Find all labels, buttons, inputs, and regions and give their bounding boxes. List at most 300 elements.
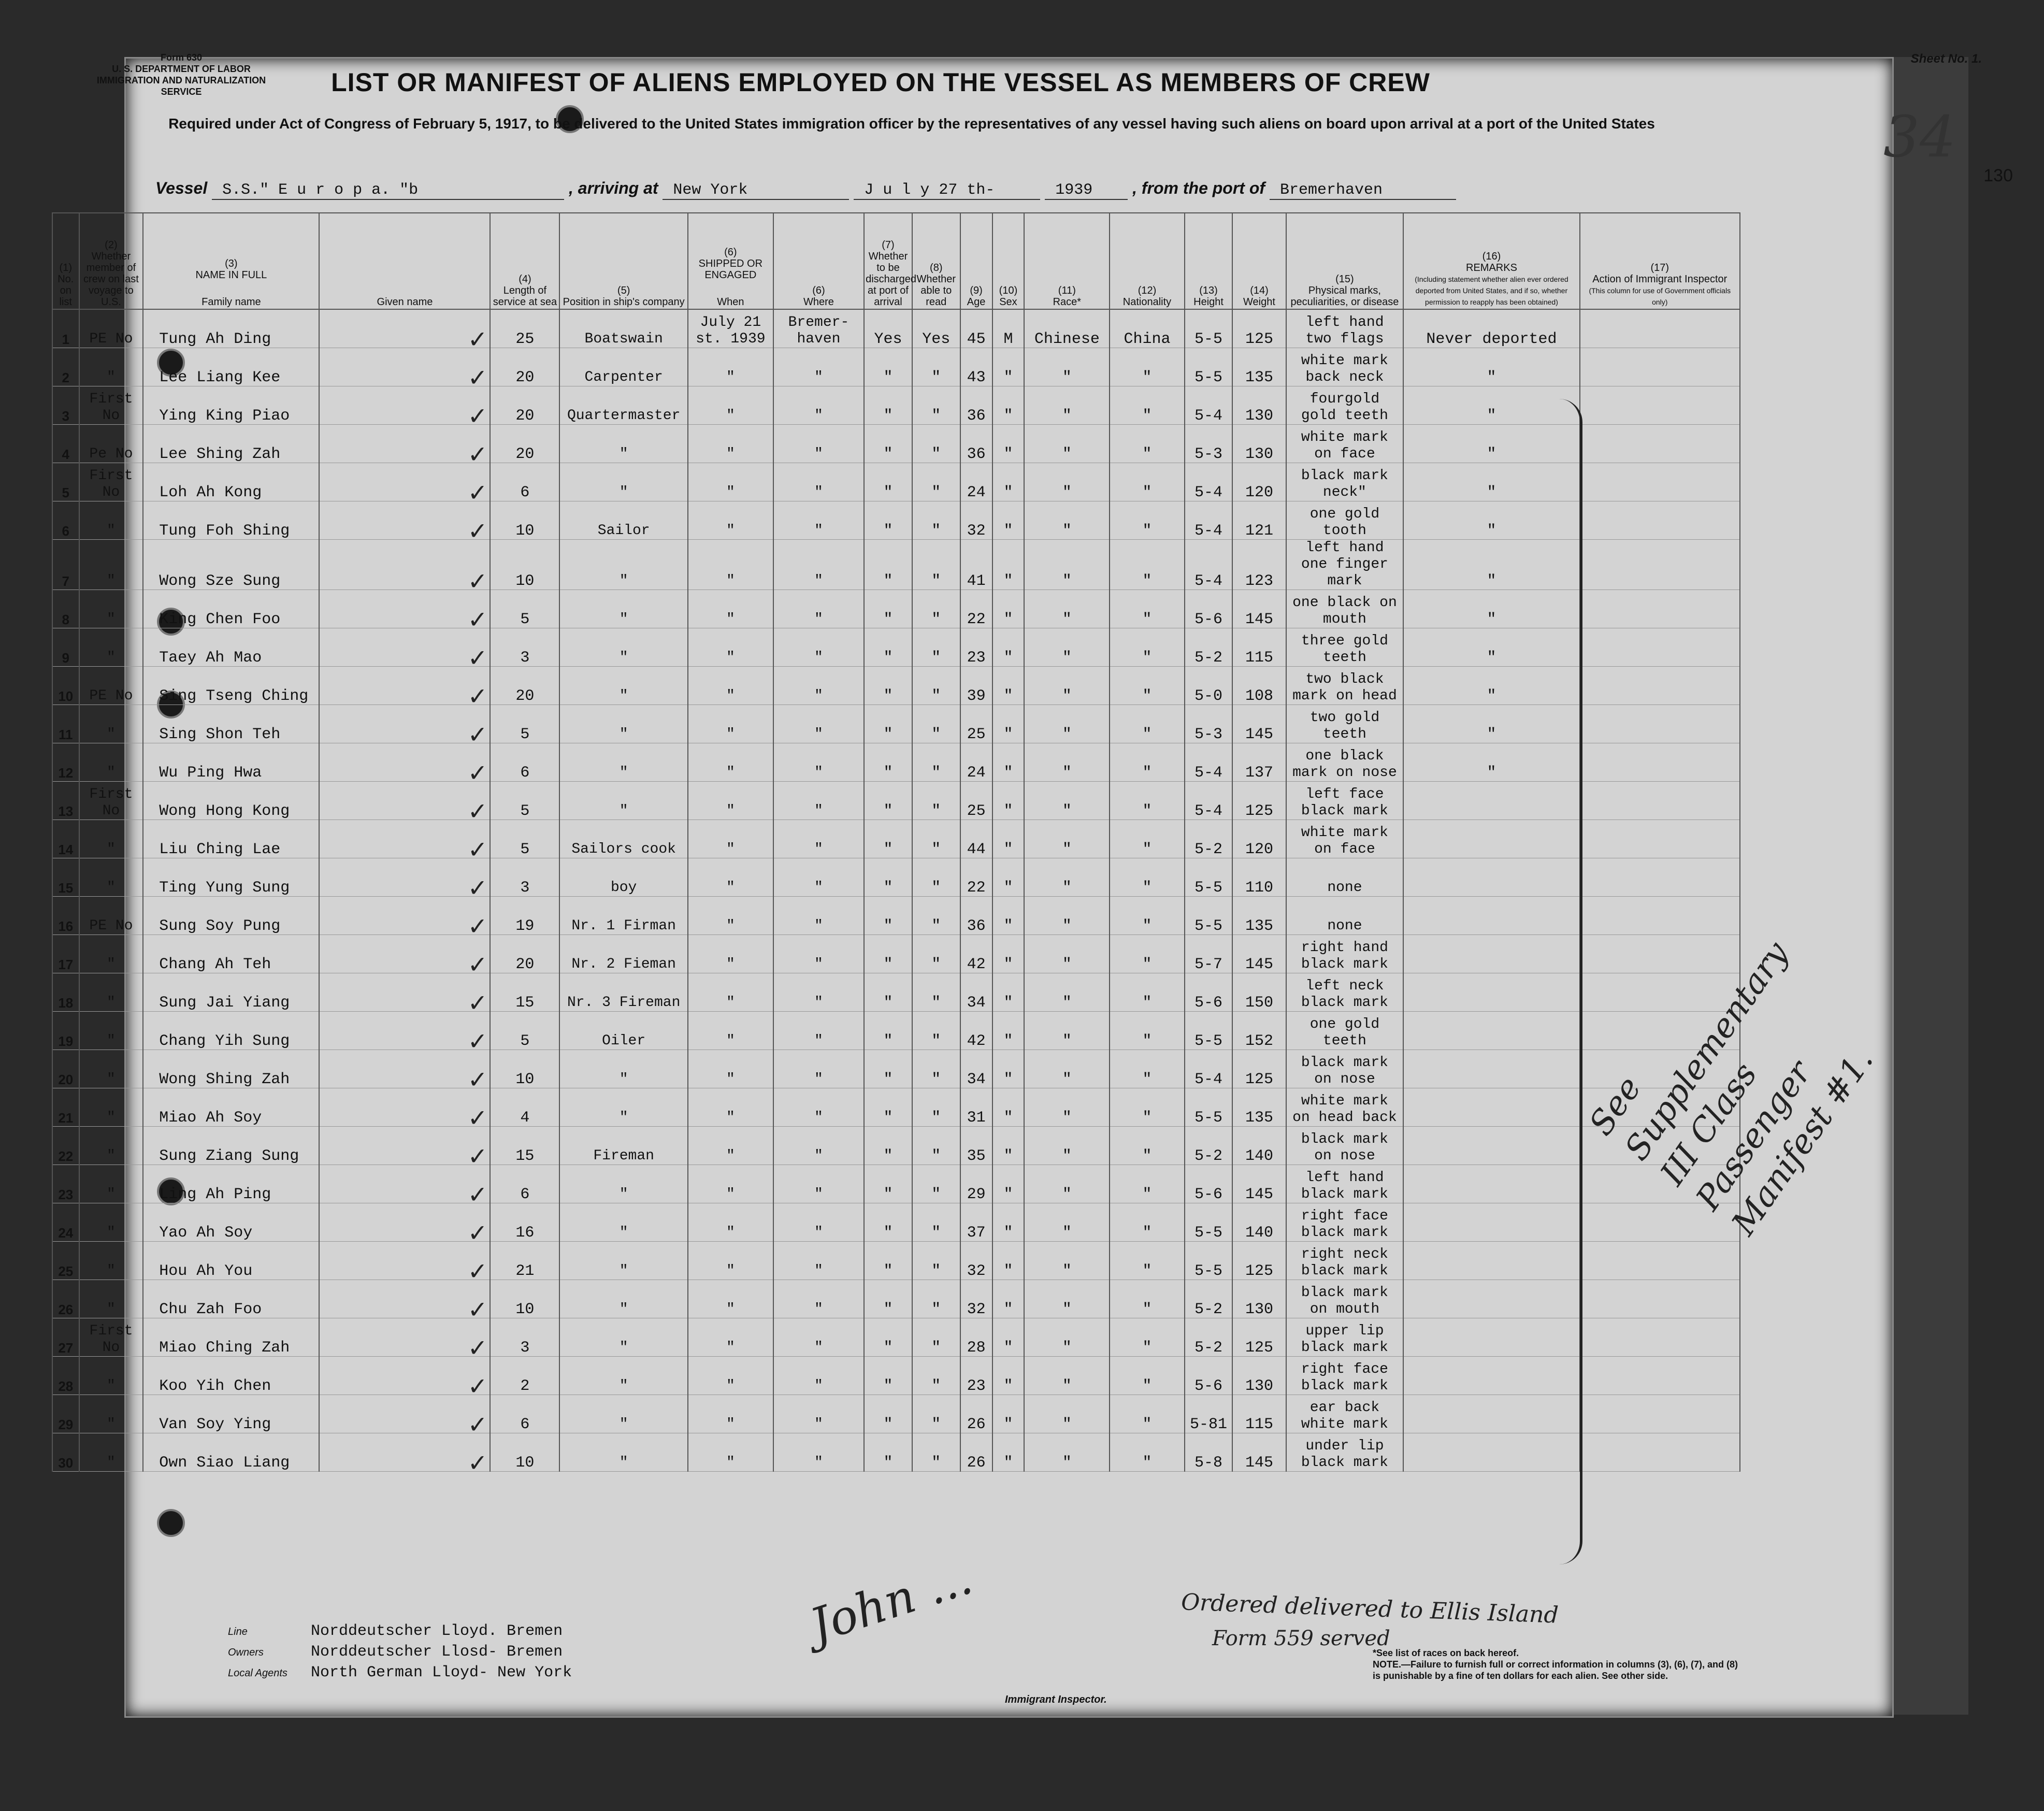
shipped-where: " [773, 463, 864, 501]
table-row [52, 743, 1740, 782]
discharge: " [864, 1242, 912, 1280]
penalty-note: NOTE.—Failure to furnish full or correct information in columns (3), (6), (7), and (8) is punishable by a fine of ten dollars for each alien. See other side. [1373, 1659, 1738, 1681]
nationality: " [1110, 628, 1184, 667]
discharge: " [864, 667, 912, 705]
check-mark-icon: ✓ [467, 402, 488, 425]
name-full: Chang Yih Sung [143, 1012, 319, 1050]
service-length: 5 [490, 1012, 559, 1050]
race: " [1024, 1357, 1110, 1395]
name-full: Miao Ching Zah [143, 1318, 319, 1357]
position: " [559, 1203, 687, 1242]
discharge: " [864, 935, 912, 973]
inspector-label: Immigrant Inspector. [1005, 1694, 1107, 1705]
previous-voyage: " [79, 1395, 143, 1433]
column-label: Action of Immigrant Inspector [1592, 274, 1728, 285]
row-number: 28 [52, 1357, 79, 1395]
able-to-read: " [912, 1088, 960, 1127]
position: " [559, 705, 687, 743]
column-number: (6) [724, 247, 737, 258]
position: Carpenter [559, 348, 687, 386]
service-length: 6 [490, 1395, 559, 1433]
page-subtitle: Required under Act of Congress of February 5, 1917, to be delivered to the United States immigration officer by the representatives of any vessel having such aliens on board upon arrival at a port of the United States [168, 116, 1655, 132]
inspector-action [1580, 348, 1740, 386]
column-label: Whether to be discharged at port of arrival [866, 251, 916, 308]
remarks [1403, 935, 1579, 973]
arrival-port: New York [663, 181, 849, 200]
age: 25 [960, 705, 992, 743]
column-header [864, 213, 916, 309]
shipped-when: " [688, 935, 773, 973]
name-full: Koo Yih Chen [143, 1357, 319, 1395]
check-mark-icon: ✓ [467, 759, 488, 782]
shipped-where: " [773, 705, 864, 743]
height: 5-5 [1185, 897, 1233, 935]
check-mark-icon: ✓ [467, 1372, 488, 1395]
previous-voyage: " [79, 1357, 143, 1395]
discharge: " [864, 1433, 912, 1472]
race: " [1024, 628, 1110, 667]
race: " [1024, 705, 1110, 743]
shipped-where: " [773, 743, 864, 782]
given-name [319, 897, 490, 935]
weight: 125 [1232, 782, 1286, 820]
table-row [52, 1357, 1740, 1395]
inspector-signature: John ... [803, 1550, 979, 1654]
table-row [52, 1395, 1740, 1433]
weight: 121 [1232, 501, 1286, 540]
sex: " [992, 628, 1025, 667]
name-full: Taey Ah Mao [143, 628, 319, 667]
nationality: " [1110, 425, 1184, 463]
given-name [319, 1012, 490, 1050]
sex: " [992, 1395, 1025, 1433]
nationality: " [1110, 935, 1184, 973]
sex: " [992, 348, 1025, 386]
race: " [1024, 1050, 1110, 1088]
previous-voyage: PE No [79, 309, 143, 348]
nationality: " [1110, 501, 1184, 540]
given-name [319, 1203, 490, 1242]
age: 24 [960, 463, 992, 501]
check-mark-icon: ✓ [467, 1449, 488, 1472]
row-number: 5 [52, 463, 79, 501]
line-label: Line [228, 1626, 248, 1637]
shipped-when: " [688, 501, 773, 540]
sex: " [992, 1127, 1025, 1165]
column-label: Whether able to read [916, 274, 956, 308]
column-header [1024, 213, 1110, 309]
able-to-read: " [912, 1050, 960, 1088]
name-full: Chu Zah Foo [143, 1280, 319, 1318]
row-number: 30 [52, 1433, 79, 1472]
check-mark-icon: ✓ [467, 1219, 488, 1242]
discharge: " [864, 897, 912, 935]
race: " [1024, 463, 1110, 501]
discharge: " [864, 1012, 912, 1050]
shipped-when: " [688, 1318, 773, 1357]
name-full: Tung Ah Ding [143, 309, 319, 348]
column-number: (4) [519, 274, 531, 285]
nationality: " [1110, 1203, 1184, 1242]
column-header: (6) SHIPPED OR ENGAGED When [688, 213, 773, 309]
given-name [319, 1242, 490, 1280]
name-full: Sung Ziang Sung [143, 1127, 319, 1165]
remarks: " [1403, 590, 1579, 628]
inspector-action [1580, 1318, 1740, 1357]
nationality: " [1110, 820, 1184, 858]
name-full: Ting Yung Sung [143, 858, 319, 897]
age: 42 [960, 935, 992, 973]
physical-marks: none [1286, 858, 1404, 897]
column-label: Race* [1053, 296, 1082, 308]
name-full: Ling Ah Ping [143, 1165, 319, 1203]
page-title: LIST OR MANIFEST OF ALIENS EMPLOYED ON THE VESSEL AS MEMBERS OF CREW [331, 68, 1430, 97]
inspector-action [1580, 858, 1740, 897]
check-mark-icon: ✓ [467, 1296, 488, 1318]
physical-marks: black mark neck" [1286, 463, 1404, 501]
shipped-where: " [773, 935, 864, 973]
name-full: Sing Tseng Ching [143, 667, 319, 705]
physical-marks: three gold teeth [1286, 628, 1404, 667]
check-mark-icon: ✓ [467, 1142, 488, 1165]
sex: " [992, 935, 1025, 973]
column-label: When [717, 296, 744, 308]
position: " [559, 782, 687, 820]
table-header [52, 213, 1740, 309]
table-row [52, 540, 1740, 590]
race: " [1024, 935, 1110, 973]
inspector-action [1580, 540, 1740, 590]
shipped-when: " [688, 540, 773, 590]
age: 44 [960, 820, 992, 858]
column-number: (11) [1058, 285, 1076, 296]
weight: 115 [1232, 1395, 1286, 1433]
physical-marks: black mark on nose [1286, 1127, 1404, 1165]
position: Oiler [559, 1012, 687, 1050]
previous-voyage: First No [79, 386, 143, 425]
column-label: Whether member of crew on last voyage to U.S. [83, 251, 139, 308]
table-row [52, 1242, 1740, 1280]
remarks [1403, 820, 1579, 858]
nationality: " [1110, 1357, 1184, 1395]
weight: 145 [1232, 705, 1286, 743]
discharge: " [864, 463, 912, 501]
weight: 135 [1232, 897, 1286, 935]
race: " [1024, 540, 1110, 590]
shipped-where: " [773, 858, 864, 897]
remarks [1403, 1395, 1579, 1433]
able-to-read: " [912, 1127, 960, 1165]
column-number: (14) [1250, 285, 1269, 296]
inspector-action [1580, 386, 1740, 425]
column-label: REMARKS [1466, 262, 1517, 274]
column-number: (6) [812, 285, 825, 296]
remarks [1403, 1242, 1579, 1280]
column-number: (3) [225, 258, 238, 269]
owners-value: Norddeutscher Llosd- Bremen [311, 1643, 563, 1661]
row-number: 20 [52, 1050, 79, 1088]
inspector-action [1580, 628, 1740, 667]
nationality: " [1110, 1012, 1184, 1050]
physical-marks: one black on mouth [1286, 590, 1404, 628]
discharge: " [864, 1088, 912, 1127]
remarks: " [1403, 386, 1579, 425]
table-row [52, 1433, 1740, 1472]
table-row [52, 425, 1740, 463]
row-number: 7 [52, 540, 79, 590]
race: " [1024, 1318, 1110, 1357]
nationality: " [1110, 1242, 1184, 1280]
column-label: Given name [377, 296, 433, 308]
remarks [1403, 1012, 1579, 1050]
able-to-read: " [912, 820, 960, 858]
column-header [1286, 213, 1404, 309]
weight: 135 [1232, 348, 1286, 386]
previous-voyage: " [79, 1050, 143, 1088]
discharge: " [864, 743, 912, 782]
name-full: Liu Ching Lae [143, 820, 319, 858]
column-label: Height [1193, 296, 1223, 308]
sex: " [992, 1088, 1025, 1127]
line-value: Norddeutscher Lloyd. Bremen [311, 1622, 563, 1640]
column-number: (10) [999, 285, 1018, 296]
age: 37 [960, 1203, 992, 1242]
nationality: " [1110, 590, 1184, 628]
position: boy [559, 858, 687, 897]
height: 5-6 [1185, 1357, 1233, 1395]
remarks: " [1403, 705, 1579, 743]
column-label: Where [803, 296, 834, 308]
departure-port: Bremerhaven [1270, 181, 1456, 200]
shipped-when: " [688, 1242, 773, 1280]
shipped-where: " [773, 628, 864, 667]
inspector-action [1580, 705, 1740, 743]
column-header [559, 213, 687, 309]
shipped-where: " [773, 1242, 864, 1280]
shipped-where: " [773, 1165, 864, 1203]
shipped-where: " [773, 386, 864, 425]
remarks [1403, 1357, 1579, 1395]
row-number: 23 [52, 1165, 79, 1203]
weight: 120 [1232, 820, 1286, 858]
race: " [1024, 1395, 1110, 1433]
sex: " [992, 1242, 1025, 1280]
column-number: (9) [970, 285, 983, 296]
physical-marks: fourgold gold teeth [1286, 386, 1404, 425]
weight: 135 [1232, 1088, 1286, 1127]
sex: " [992, 1318, 1025, 1357]
service-length: 19 [490, 897, 559, 935]
sex: " [992, 1357, 1025, 1395]
shipped-where: " [773, 973, 864, 1012]
column-label: Nationality [1122, 296, 1172, 308]
service-length: 20 [490, 348, 559, 386]
race: " [1024, 1165, 1110, 1203]
able-to-read: " [912, 501, 960, 540]
check-mark-icon: ✓ [467, 1181, 488, 1203]
shipped-when: " [688, 705, 773, 743]
discharge: " [864, 590, 912, 628]
row-number: 12 [52, 743, 79, 782]
remarks [1403, 1088, 1579, 1127]
position: " [559, 743, 687, 782]
position: " [559, 590, 687, 628]
age: 34 [960, 1050, 992, 1088]
name-full: Hou Ah You [143, 1242, 319, 1280]
service-length: 20 [490, 935, 559, 973]
row-number: 3 [52, 386, 79, 425]
able-to-read: " [912, 935, 960, 973]
given-name [319, 348, 490, 386]
table-row [52, 386, 1740, 425]
height: 5-4 [1185, 501, 1233, 540]
able-to-read: " [912, 782, 960, 820]
race: " [1024, 348, 1110, 386]
shipped-when: " [688, 1357, 773, 1395]
previous-voyage: PE No [79, 667, 143, 705]
discharge: " [864, 425, 912, 463]
remarks: " [1403, 667, 1579, 705]
table-row [52, 782, 1740, 820]
name-full: Wu Ping Hwa [143, 743, 319, 782]
remarks [1403, 782, 1579, 820]
height: 5-5 [1185, 1012, 1233, 1050]
shipped-when: " [688, 820, 773, 858]
able-to-read: " [912, 1280, 960, 1318]
nationality: " [1110, 897, 1184, 935]
given-name [319, 1318, 490, 1357]
position: " [559, 667, 687, 705]
position: " [559, 1050, 687, 1088]
race: " [1024, 973, 1110, 1012]
shipped-when: " [688, 348, 773, 386]
weight: 115 [1232, 628, 1286, 667]
previous-voyage: " [79, 858, 143, 897]
given-name [319, 743, 490, 782]
crew-manifest-table [52, 212, 1740, 1472]
given-name [319, 425, 490, 463]
able-to-read: " [912, 667, 960, 705]
shipped-where: " [773, 1318, 864, 1357]
column-header [992, 213, 1025, 309]
service-length: 5 [490, 782, 559, 820]
remarks: " [1403, 628, 1579, 667]
height: 5-0 [1185, 667, 1233, 705]
check-mark-icon: ✓ [467, 1411, 488, 1433]
nationality: " [1110, 973, 1184, 1012]
race: " [1024, 590, 1110, 628]
physical-marks: right face black mark [1286, 1357, 1404, 1395]
discharge: " [864, 782, 912, 820]
position: Boatswain [559, 309, 687, 348]
nationality: " [1110, 1050, 1184, 1088]
race: " [1024, 1242, 1110, 1280]
remarks [1403, 1433, 1579, 1472]
able-to-read: " [912, 743, 960, 782]
table-row [52, 1088, 1740, 1127]
sex: " [992, 463, 1025, 501]
discharge: " [864, 628, 912, 667]
nationality: " [1110, 463, 1184, 501]
remarks: " [1403, 743, 1579, 782]
shipped-when: " [688, 743, 773, 782]
remarks: " [1403, 463, 1579, 501]
inspector-action [1580, 1280, 1740, 1318]
shipped-when: " [688, 386, 773, 425]
sex: " [992, 386, 1025, 425]
shipped-when: " [688, 667, 773, 705]
race: " [1024, 1280, 1110, 1318]
able-to-read: " [912, 1012, 960, 1050]
previous-voyage: " [79, 590, 143, 628]
height: 5-3 [1185, 705, 1233, 743]
inspector-action [1580, 590, 1740, 628]
position: " [559, 1318, 687, 1357]
able-to-read: Yes [912, 309, 960, 348]
name-full: Wong Hong Kong [143, 782, 319, 820]
shipped-where: Bremer- haven [773, 309, 864, 348]
row-number: 17 [52, 935, 79, 973]
service-length: 3 [490, 858, 559, 897]
given-name [319, 1357, 490, 1395]
check-mark-icon: ✓ [467, 1257, 488, 1280]
sex: " [992, 1165, 1025, 1203]
row-number: 24 [52, 1203, 79, 1242]
nationality: " [1110, 1318, 1184, 1357]
check-mark-icon: ✓ [467, 479, 488, 501]
sex: " [992, 782, 1025, 820]
physical-marks: two gold teeth [1286, 705, 1404, 743]
nationality: " [1110, 667, 1184, 705]
table-row [52, 309, 1740, 348]
remarks: " [1403, 425, 1579, 463]
check-mark-icon: ✓ [467, 682, 488, 705]
column-header [1232, 213, 1286, 309]
shipped-when: " [688, 590, 773, 628]
shipped-when: " [688, 1280, 773, 1318]
age: 32 [960, 1280, 992, 1318]
service-length: 5 [490, 820, 559, 858]
remarks-brace [1559, 399, 1582, 1564]
check-mark-icon: ✓ [467, 951, 488, 973]
service-length: 15 [490, 1127, 559, 1165]
height: 5-2 [1185, 628, 1233, 667]
nationality: " [1110, 540, 1184, 590]
check-mark-icon: ✓ [467, 606, 488, 628]
table-row [52, 1318, 1740, 1357]
shipped-where: " [773, 667, 864, 705]
physical-marks: right hand black mark [1286, 935, 1404, 973]
height: 5-5 [1185, 309, 1233, 348]
height: 5-7 [1185, 935, 1233, 973]
given-name [319, 782, 490, 820]
given-name [319, 540, 490, 590]
check-mark-icon: ✓ [467, 1104, 488, 1127]
column-number: (1) [59, 262, 72, 274]
name-full: Sing Shon Teh [143, 705, 319, 743]
able-to-read: " [912, 348, 960, 386]
name-full: Wong Sze Sung [143, 540, 319, 590]
service-length: 21 [490, 1242, 559, 1280]
form-info: Form 630 U. S. DEPARTMENT OF LABOR IMMIGRATION AND NATURALIZATION SERVICE [96, 52, 266, 97]
race: " [1024, 1012, 1110, 1050]
name-full: Lee Shing Zah [143, 425, 319, 463]
shipped-where: " [773, 1203, 864, 1242]
discharge: " [864, 858, 912, 897]
shipped-when: " [688, 425, 773, 463]
previous-voyage: First No [79, 1318, 143, 1357]
column-header [52, 213, 79, 309]
